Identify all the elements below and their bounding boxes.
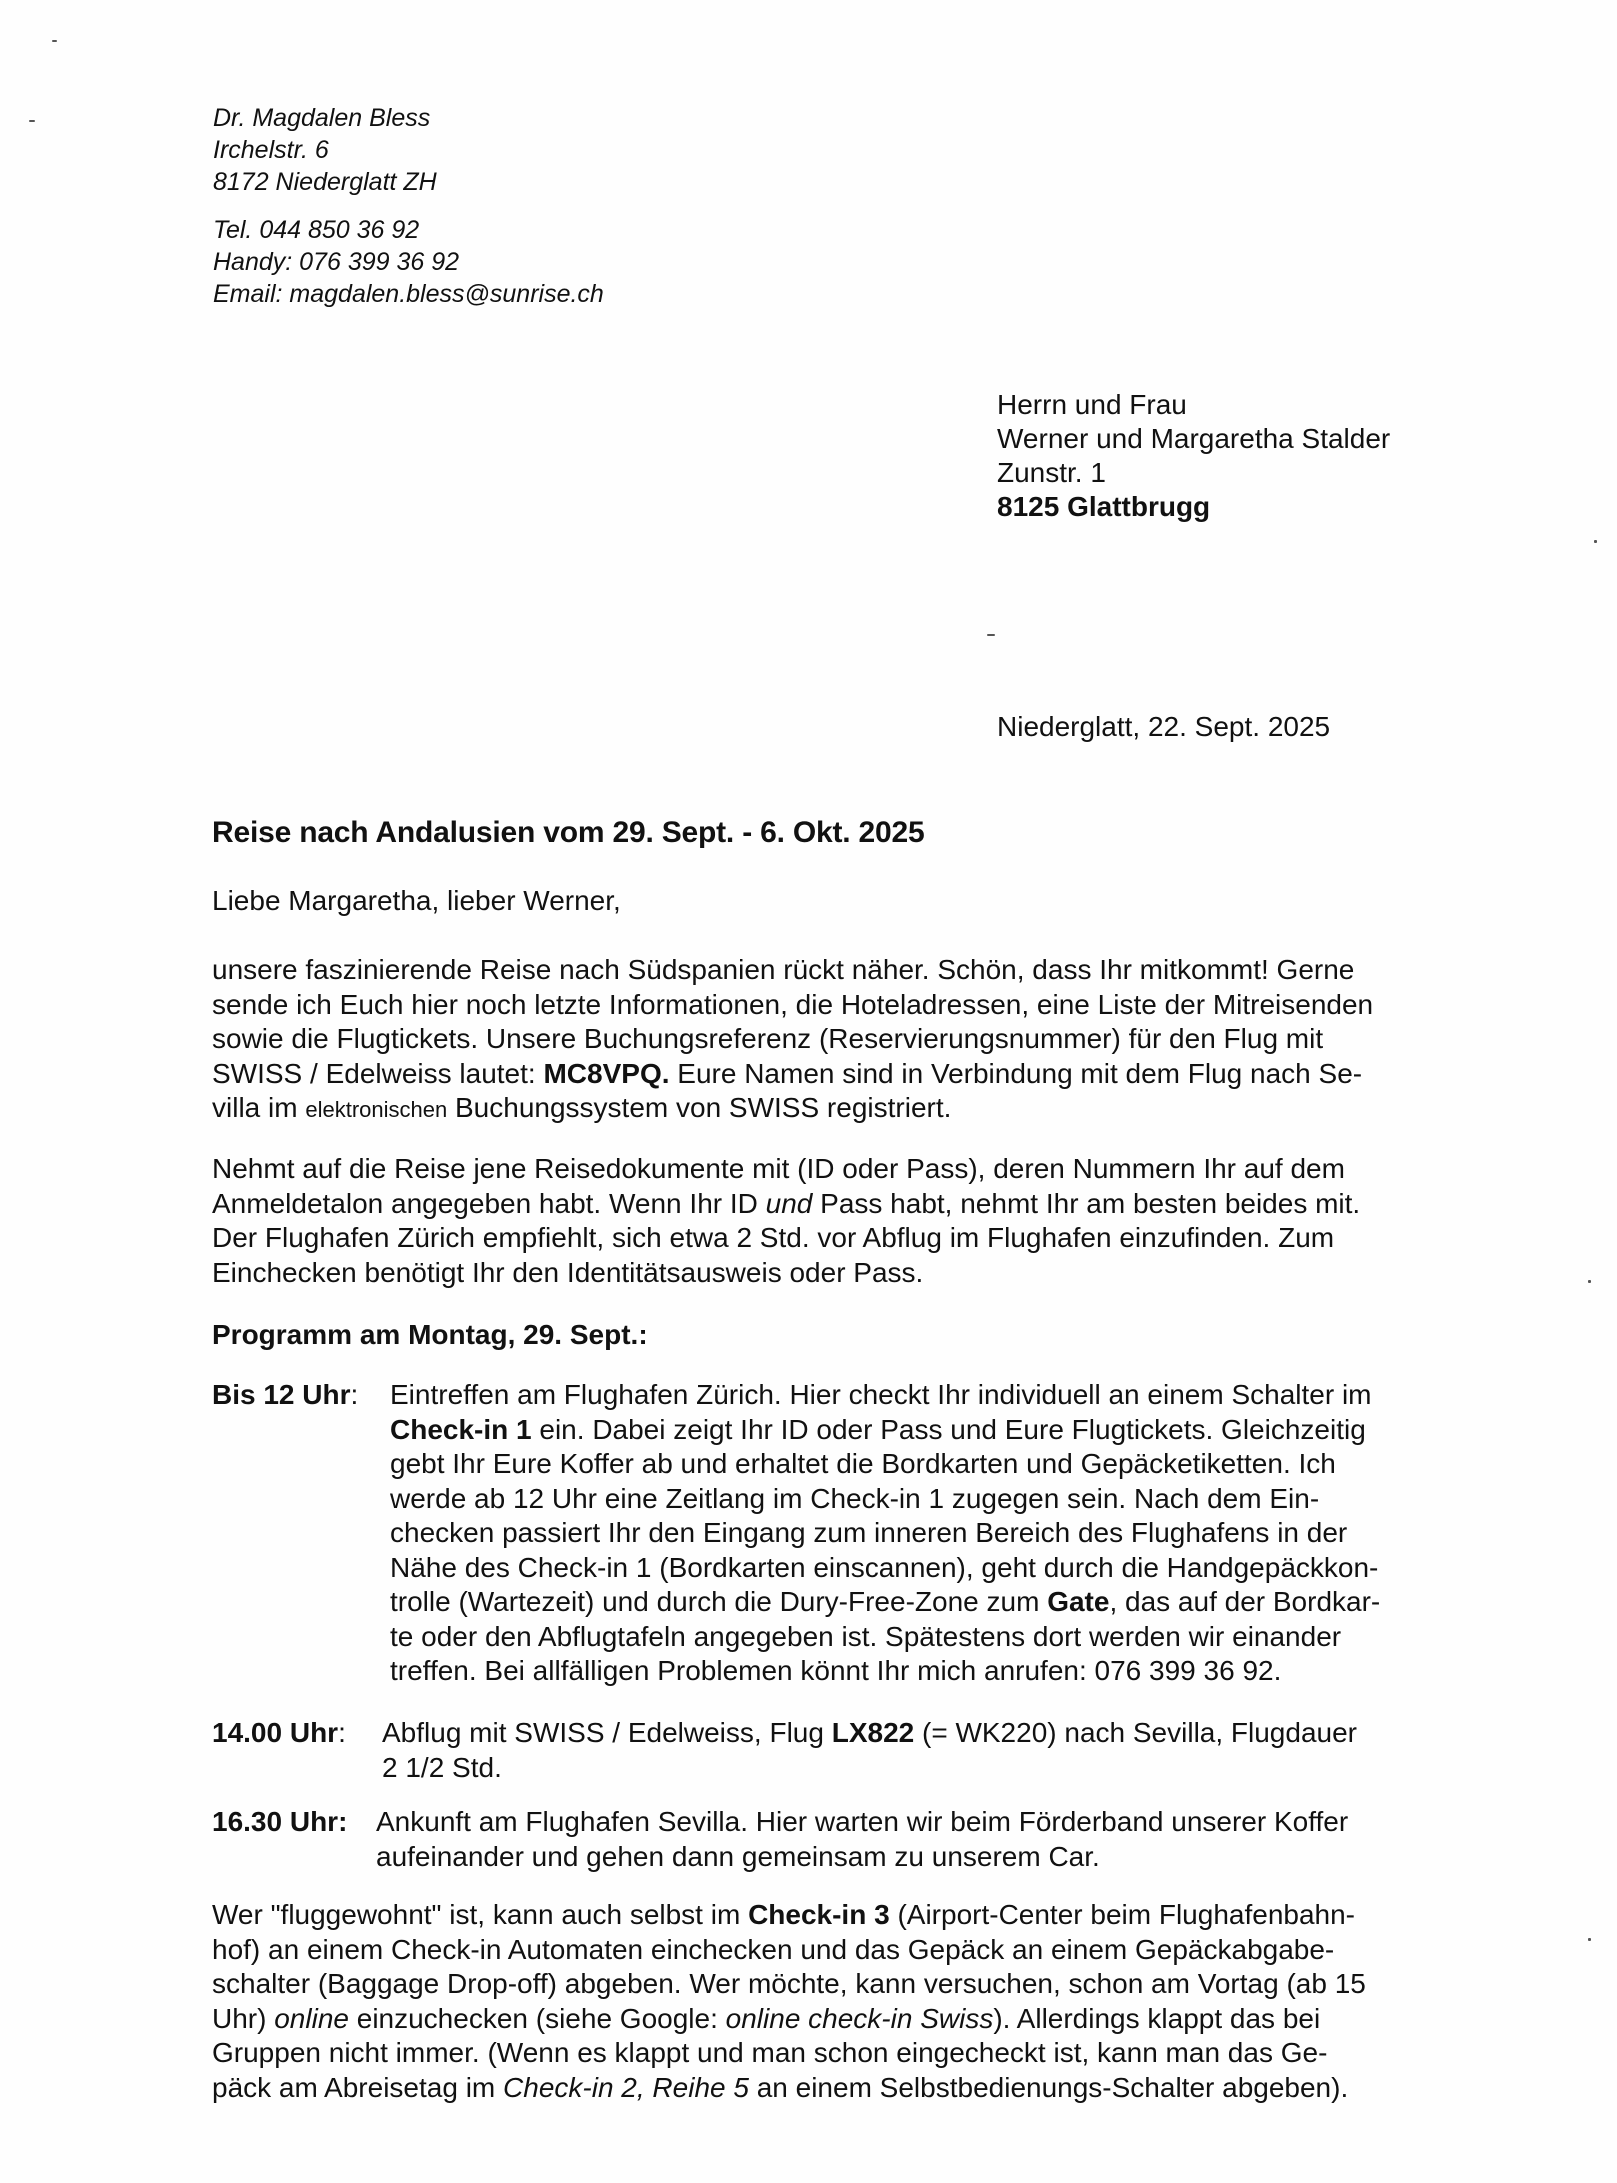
text-line: Der Flughafen Zürich empfiehlt, sich etwa 2 Std. vor Abflug im Flughafen einzufinden. Zum: [212, 1222, 1335, 1253]
program-entry: [212, 1805, 1492, 1875]
flight-number: LX822: [831, 1717, 915, 1748]
recipient-names: Werner und Margaretha Stalder: [997, 423, 1391, 454]
entry-description: Ankunft am Flughafen Sevilla. Hier warten wir beim Förderband unserer Koffer aufeinander und gehen dann gemeinsam zu unserem Car.: [376, 1806, 1349, 1872]
scan-speck: [1594, 540, 1597, 543]
recipient-street: Zunstr. 1: [997, 457, 1106, 488]
entry-time: Bis 12 Uhr:: [212, 1379, 359, 1410]
text-line: Einchecken benötigt Ihr den Identitätsausweis oder Pass.: [212, 1256, 924, 1288]
entry-time: 16.30 Uhr:: [212, 1806, 348, 1837]
place-and-date: Niederglatt, 22. Sept. 2025: [997, 711, 1331, 742]
sender-mobile: Handy: 076 399 36 92: [213, 248, 460, 276]
text-line: Gruppen nicht immer. (Wenn es klappt und man schon eingecheckt ist, kann man das Ge-: [212, 2037, 1328, 2068]
program-entry: [212, 1716, 1492, 1786]
salutation: Liebe Margaretha, lieber Werner,: [212, 885, 621, 916]
letter-subject: Reise nach Andalusien vom 29. Sept. - 6. Okt. 2025: [212, 816, 925, 849]
entry-description: Eintreffen am Flughafen Zürich. Hier checkt Ihr individuell an einem Schalter im Check-in 1 ein. Dabei zeigt Ihr ID oder Pass und Eure Flugtickets. Gleichzeitig gebt Ihr Eure Koffer ab und erhaltet die Bordkarten und Gepäcketiketten. Ich werde ab 12 Uhr eine Zeitlang im Check-in 1 zugegen sein. Nach dem Ein- checken passiert Ihr den Eingang zum inneren Bereich des Flughafens in der Nähe des Check-in 1 (Bordkarten einscannen), geht durch die Handgepäckkon- trolle (Wartezeit) und durch die Dury-Free-Zone zum Gate, das auf der Bordkar- te oder den Abflugtafeln angegeben ist. Spätestens dort werden wir einander treffen. Bei allfälligen Problemen könnt Ihr mich anrufen: 076 399 36 92.: [390, 1379, 1381, 1686]
text-line: villa im elektronischen Buchungssystem von SWISS registriert.: [212, 1092, 952, 1123]
text-line: Nehmt auf die Reise jene Reisedokumente mit (ID oder Pass), deren Nummern Ihr auf dem: [212, 1153, 1345, 1184]
scan-speck: [29, 120, 35, 122]
text-line: SWISS / Edelweiss lautet: MC8VPQ. Eure Namen sind in Verbindung mit dem Flug nach Se-: [212, 1057, 1363, 1089]
paragraph-self-checkin: [212, 1898, 1482, 2105]
paragraph-intro: [212, 953, 1482, 1128]
sender-address: [213, 102, 604, 310]
text-line: sende ich Euch hier noch letzte Informationen, die Hoteladressen, eine Liste der Mitreisenden: [212, 988, 1374, 1020]
scan-speck: [1588, 1280, 1591, 1283]
checkin-3-label: Check-in 3: [748, 1899, 890, 1930]
text-line: päck am Abreisetag im Check-in 2, Reihe 5 an einem Selbstbedienungs-Schalter abgeben).: [212, 2071, 1349, 2103]
scan-speck: [52, 40, 57, 42]
recipient-city: 8125 Glattbrugg: [997, 491, 1211, 522]
sender-email: Email: magdalen.bless@sunrise.ch: [213, 280, 604, 308]
text-line: sowie die Flugtickets. Unsere Buchungsreferenz (Reservierungsnummer) für den Flug mit: [212, 1023, 1324, 1054]
recipient-address: [997, 388, 1390, 524]
recipient-line1: Herrn und Frau: [997, 389, 1187, 420]
scan-speck: [987, 634, 995, 636]
text-line: Wer "fluggewohnt" ist, kann auch selbst im Check-in 3 (Airport-Center beim Flughafenbahn-: [212, 1899, 1356, 1930]
entry-time: 14.00 Uhr:: [212, 1717, 346, 1748]
scan-speck: [1588, 1938, 1591, 1941]
booking-reference: MC8VPQ.: [543, 1057, 670, 1089]
sender-city: 8172 Niederglatt ZH: [213, 168, 437, 196]
text-line: Uhr) online einzuchecken (siehe Google: online check-in Swiss). Allerdings klappt das bei: [212, 2002, 1321, 2034]
text-line: Anmeldetalon angegeben habt. Wenn Ihr ID und Pass habt, nehmt Ihr am besten beides mit.: [212, 1187, 1361, 1219]
program-entry: [212, 1378, 1492, 1698]
text-line: hof) an einem Check-in Automaten einchecken und das Gepäck an einem Gepäckabgabe-: [212, 1933, 1335, 1965]
sender-street: Irchelstr. 6: [213, 136, 329, 164]
sender-phone: Tel. 044 850 36 92: [213, 216, 420, 244]
paragraph-documents: [212, 1152, 1482, 1290]
entry-description: Abflug mit SWISS / Edelweiss, Flug LX822 (= WK220) nach Sevilla, Flugdauer 2 1/2 Std.: [382, 1717, 1357, 1783]
program-title: Programm am Montag, 29. Sept.:: [212, 1319, 648, 1350]
text-line: schalter (Baggage Drop-off) abgeben. Wer möchte, kann versuchen, schon am Vortag (ab 15: [212, 1968, 1366, 1999]
gate-label: Gate: [1047, 1586, 1110, 1617]
text-line: unsere faszinierende Reise nach Südspanien rückt näher. Schön, dass Ihr mitkommt! Gerne: [212, 954, 1355, 985]
sender-name: Dr. Magdalen Bless: [213, 104, 431, 132]
checkin-1-label: Check-in 1: [390, 1413, 532, 1445]
